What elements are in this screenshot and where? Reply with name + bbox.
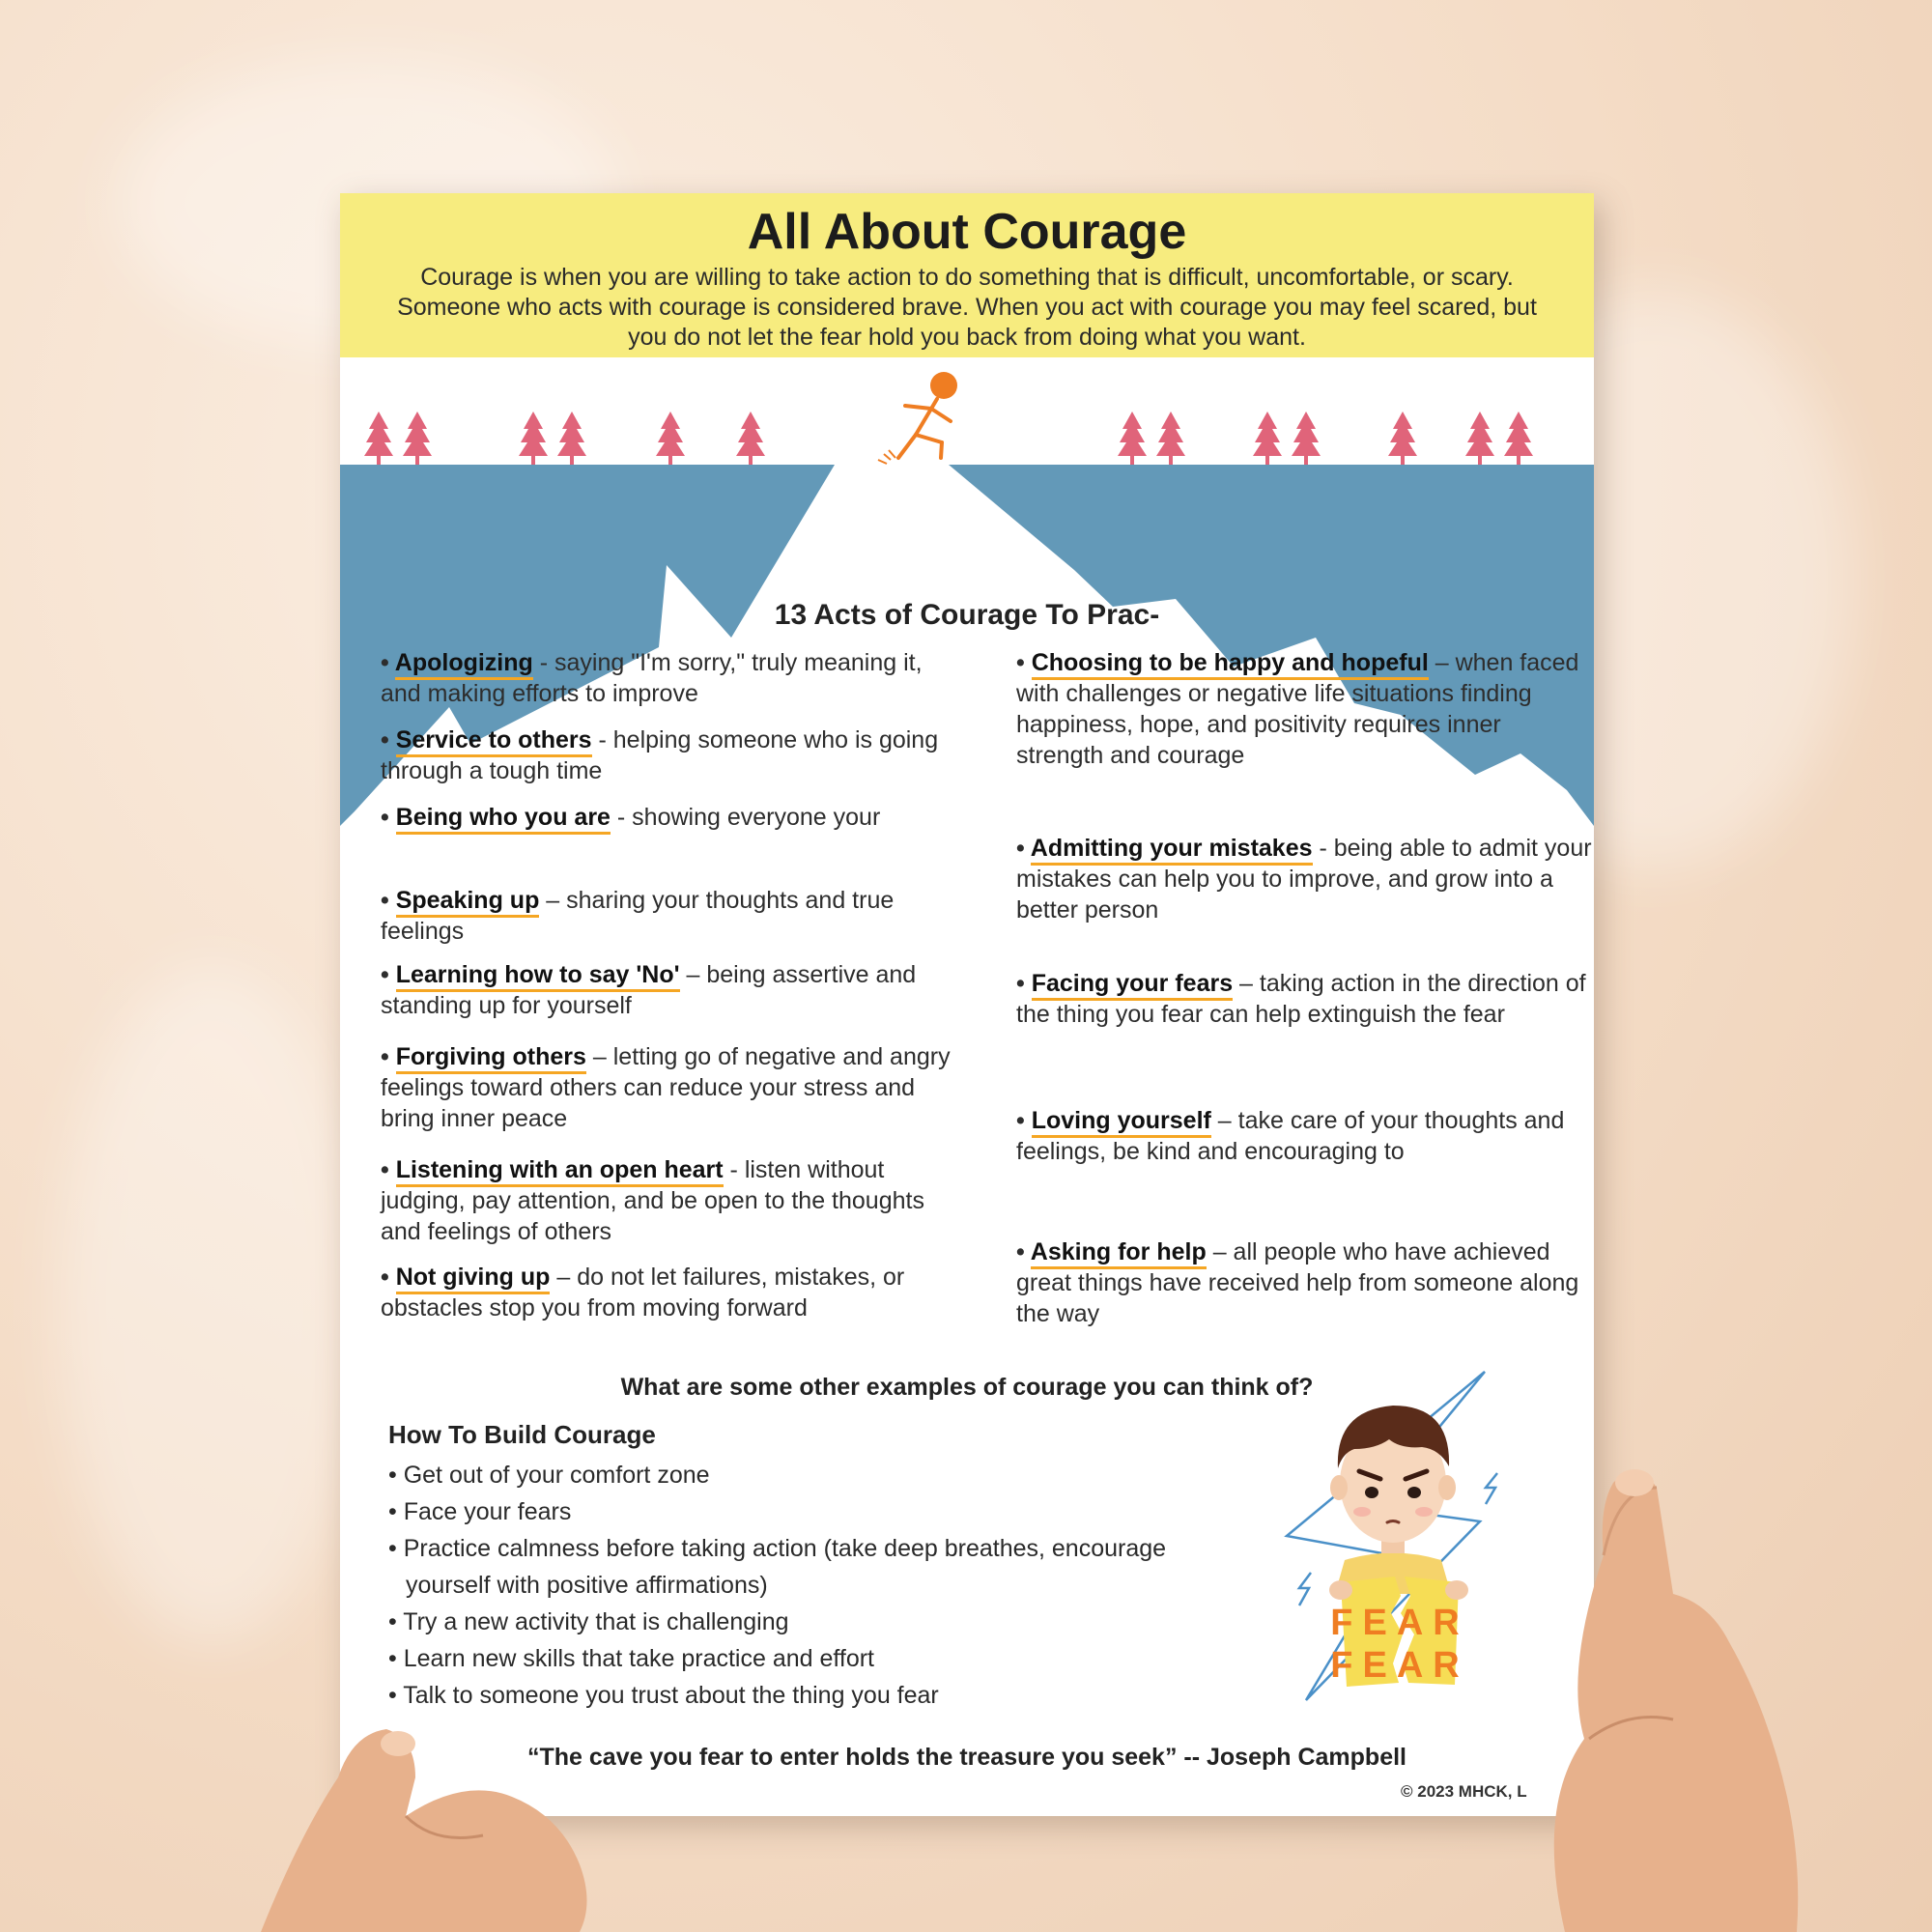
intro-text: Courage is when you are willing to take action to do something that is difficult, uncomfortable, or scary. Someone who acts with courage is considered brave. When you act with courage you may feel scared, but you do not let the fear hold you back from doing what you want.: [397, 264, 1537, 351]
list-item: • Practice calmness before taking action (take deep breathes, encourage yourself with positive affirmations): [388, 1535, 1167, 1599]
act-desc: - saying "I'm sorry," truly meaning it, and making efforts to improve: [381, 649, 923, 707]
act-item: • Being who you are - showing everyone your: [381, 802, 960, 833]
act-term: Facing your fears: [1032, 970, 1233, 1001]
list-item: • Talk to someone you trust about the thing you fear: [388, 1682, 939, 1709]
worksheet-page: [340, 193, 1594, 1816]
build-courage-list: [388, 1457, 1219, 1714]
reflection-question: What are some other examples of courage you can think of?: [620, 1374, 1314, 1401]
act-term: Admitting your mistakes: [1031, 835, 1313, 866]
tree-icon: [557, 412, 586, 465]
act-term: Service to others: [396, 726, 592, 757]
act-item: • Choosing to be happy and hopeful – when faced with challenges or negative life situations finding happiness, hope, and positivity requires inner strength and courage: [1016, 649, 1579, 769]
act-term: Being who you are: [396, 804, 611, 835]
list-item: • Try a new activity that is challenging: [388, 1608, 789, 1635]
runner-figure: [898, 372, 957, 458]
act-item: • Facing your fears – taking action in the direction of the thing you fear can help extinguish the fear: [1016, 970, 1586, 1028]
act-term: Choosing to be happy and hopeful: [1032, 649, 1429, 680]
act-item: • Service to others - helping someone who is going through a tough time: [381, 726, 939, 784]
acts-heading: 13 Acts of Courage To Prac-: [774, 599, 1160, 631]
act-item: • Not giving up – do not let failures, mistakes, or obstacles stop you from moving forward: [381, 1264, 905, 1321]
act-term: Listening with an open heart: [396, 1156, 724, 1187]
act-desc: – taking action in the direction of the thing you fear can help extinguish the fear: [1016, 970, 1586, 1028]
header-banner: [340, 193, 1594, 357]
act-term: Apologizing: [395, 649, 533, 680]
tree-icon: [403, 412, 432, 465]
tree-icon: [364, 412, 393, 465]
act-desc: - listen without judging, pay attention, and be open to the thoughts and feelings of others: [381, 1156, 924, 1245]
act-term: Forgiving others: [396, 1043, 586, 1074]
tree-icon: [1253, 412, 1282, 465]
lightning-bolt-icon: [1299, 1573, 1311, 1605]
act-item: • Speaking up – sharing your thoughts and true feelings: [381, 887, 895, 945]
right-hand: [1420, 1391, 1826, 1932]
act-desc: – all people who have achieved great things have received help from someone along the way: [1016, 1238, 1579, 1327]
act-item: • Asking for help – all people who have achieved great things have received help from someone along the way: [1016, 1238, 1579, 1327]
act-desc: – do not let failures, mistakes, or obstacles stop you from moving forward: [381, 1264, 905, 1321]
fear-text-1: FEAR: [1330, 1603, 1469, 1643]
fear-text-2: FEAR: [1330, 1645, 1469, 1686]
act-item: • Apologizing - saying "I'm sorry," truly meaning it, and making efforts to improve: [381, 649, 923, 707]
act-desc: - showing everyone your: [610, 804, 881, 831]
act-item: • Loving yourself – take care of your thoughts and feelings, be kind and encouraging to: [1016, 1107, 1565, 1165]
copyright: © 2023 MHCK, L: [1401, 1782, 1527, 1801]
tree-icon: [1156, 412, 1185, 465]
bg-splotch: [58, 966, 367, 1642]
act-desc: – sharing your thoughts and true feelings: [381, 887, 895, 945]
act-term: Asking for help: [1031, 1238, 1207, 1269]
act-term: Loving yourself: [1032, 1107, 1211, 1138]
act-desc: - being able to admit your mistakes can help you to improve, and grow into a better person: [1016, 835, 1592, 923]
tree-icon: [656, 412, 685, 465]
act-desc: – letting go of negative and angry feelings toward others can reduce your stress and bring inner peace: [381, 1043, 951, 1132]
list-item: • Get out of your comfort zone: [388, 1462, 710, 1489]
dust-marks: [878, 450, 895, 464]
right-cliff: [949, 465, 1594, 826]
tree-icon: [1388, 412, 1417, 465]
act-term: Speaking up: [396, 887, 540, 918]
left-hand: [261, 1719, 667, 1932]
list-item: • Learn new skills that take practice and effort: [388, 1645, 875, 1672]
list-item: • Face your fears: [388, 1498, 572, 1525]
tree-icon: [1118, 412, 1147, 465]
act-desc: - helping someone who is going through a tough time: [381, 726, 939, 784]
tree-icon: [519, 412, 548, 465]
tree-icon: [1504, 412, 1533, 465]
quote: “The cave you fear to enter holds the treasure you seek” -- Joseph Campbell: [527, 1744, 1406, 1771]
tree-icon: [1292, 412, 1321, 465]
act-term: Learning how to say 'No': [396, 961, 680, 992]
act-desc: – being assertive and standing up for yourself: [381, 961, 917, 1019]
act-term: Not giving up: [396, 1264, 551, 1294]
act-desc: – take care of your thoughts and feelings, be kind and encouraging to: [1016, 1107, 1565, 1165]
act-item: • Listening with an open heart - listen without judging, pay attention, and be open to the thoughts and feelings of others: [381, 1156, 924, 1245]
tree-icon: [736, 412, 765, 465]
build-courage-heading: How To Build Courage: [388, 1420, 656, 1449]
act-desc: – when faced with challenges or negative life situations finding happiness, hope, and positivity requires inner strength and courage: [1016, 649, 1579, 769]
page-title: All About Courage: [747, 204, 1187, 260]
act-item: • Forgiving others – letting go of negative and angry feelings toward others can reduce your stress and bring inner peace: [381, 1043, 951, 1132]
act-item: • Admitting your mistakes - being able to admit your mistakes can help you to improve, and grow into a better person: [1016, 835, 1592, 923]
act-item: • Learning how to say 'No' – being assertive and standing up for yourself: [381, 961, 917, 1019]
tree-icon: [1465, 412, 1494, 465]
